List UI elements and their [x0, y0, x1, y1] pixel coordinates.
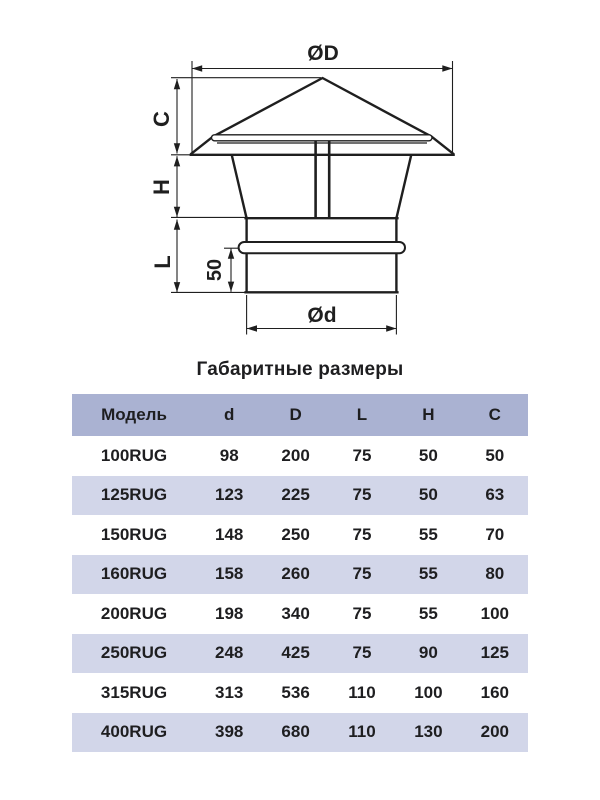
value-cell: 340: [281, 603, 310, 623]
value-cell: 248: [215, 643, 244, 663]
dimensions-table: [72, 394, 528, 752]
dim-label-outer-diameter: ØD: [307, 42, 339, 65]
table-row: [72, 673, 528, 713]
model-cell: 200RUG: [100, 603, 168, 623]
value-cell: 110: [348, 722, 376, 742]
value-cell: 100: [480, 603, 509, 623]
value-cell: 63: [485, 485, 505, 505]
value-cell: 50: [418, 485, 438, 505]
value-cell: 158: [215, 564, 244, 584]
dimension-diagram: [0, 0, 600, 350]
model-cell: 100RUG: [100, 445, 168, 465]
cap-taper-left: [232, 156, 246, 217]
cap-rolled-bead: [239, 242, 405, 253]
value-cell: 425: [281, 643, 310, 663]
table-row: [72, 436, 528, 476]
cap-cone: [192, 78, 454, 154]
value-cell: 90: [418, 643, 438, 663]
cap-rim-lip: [212, 135, 433, 141]
value-cell: 250: [281, 524, 310, 544]
value-cell: 260: [281, 564, 310, 584]
model-cell: 400RUG: [100, 722, 168, 742]
value-cell: 125: [480, 643, 509, 663]
column-header: Модель: [101, 405, 167, 424]
value-cell: 130: [414, 722, 443, 742]
value-cell: 536: [281, 682, 310, 702]
value-cell: 75: [352, 524, 372, 544]
table-row: [72, 515, 528, 555]
value-cell: 123: [215, 485, 244, 505]
cap-taper-right: [397, 156, 411, 217]
column-header: C: [488, 405, 501, 424]
table-body: [72, 436, 528, 752]
model-cell: 315RUG: [100, 682, 168, 702]
value-cell: 313: [215, 682, 244, 702]
table-row: [72, 713, 528, 753]
value-cell: 75: [352, 643, 372, 663]
table-row: [72, 555, 528, 595]
value-cell: 55: [418, 603, 438, 623]
value-cell: 75: [352, 485, 372, 505]
model-cell: 160RUG: [100, 564, 168, 584]
dim-label-socket-depth: 50: [204, 258, 226, 282]
value-cell: 98: [219, 445, 239, 465]
value-cell: 198: [215, 603, 244, 623]
column-header: L: [356, 405, 368, 424]
value-cell: 160: [480, 682, 509, 702]
table-header-row: [72, 394, 528, 436]
table-row: [72, 594, 528, 634]
value-cell: 148: [215, 524, 244, 544]
value-cell: 75: [352, 445, 372, 465]
cap-outline: [191, 78, 454, 292]
dim-label-pipe-diameter: Ød: [307, 304, 337, 327]
dim-label-cone-height: C: [149, 111, 174, 127]
value-cell: 75: [352, 603, 372, 623]
value-cell: 75: [352, 564, 372, 584]
model-cell: 125RUG: [100, 485, 168, 505]
model-cell: 150RUG: [100, 524, 168, 544]
table-row: [72, 634, 528, 674]
dim-label-skirt-height: H: [149, 179, 174, 195]
value-cell: 680: [281, 722, 310, 742]
value-cell: 55: [418, 524, 438, 544]
value-cell: 55: [418, 564, 438, 584]
value-cell: 110: [348, 682, 376, 702]
value-cell: 80: [485, 564, 505, 584]
value-cell: 225: [281, 485, 310, 505]
column-header: D: [289, 405, 302, 424]
value-cell: 50: [485, 445, 505, 465]
value-cell: 398: [215, 722, 244, 742]
table-row: [72, 476, 528, 516]
column-header: d: [224, 405, 235, 424]
value-cell: 200: [281, 445, 310, 465]
value-cell: 70: [485, 524, 505, 544]
model-cell: 250RUG: [100, 643, 168, 663]
value-cell: 100: [414, 682, 443, 702]
dim-label-sleeve-height: L: [150, 255, 175, 269]
column-header: H: [422, 405, 435, 424]
value-cell: 200: [480, 722, 509, 742]
value-cell: 50: [418, 445, 438, 465]
table-title: Габаритные размеры: [196, 359, 404, 380]
